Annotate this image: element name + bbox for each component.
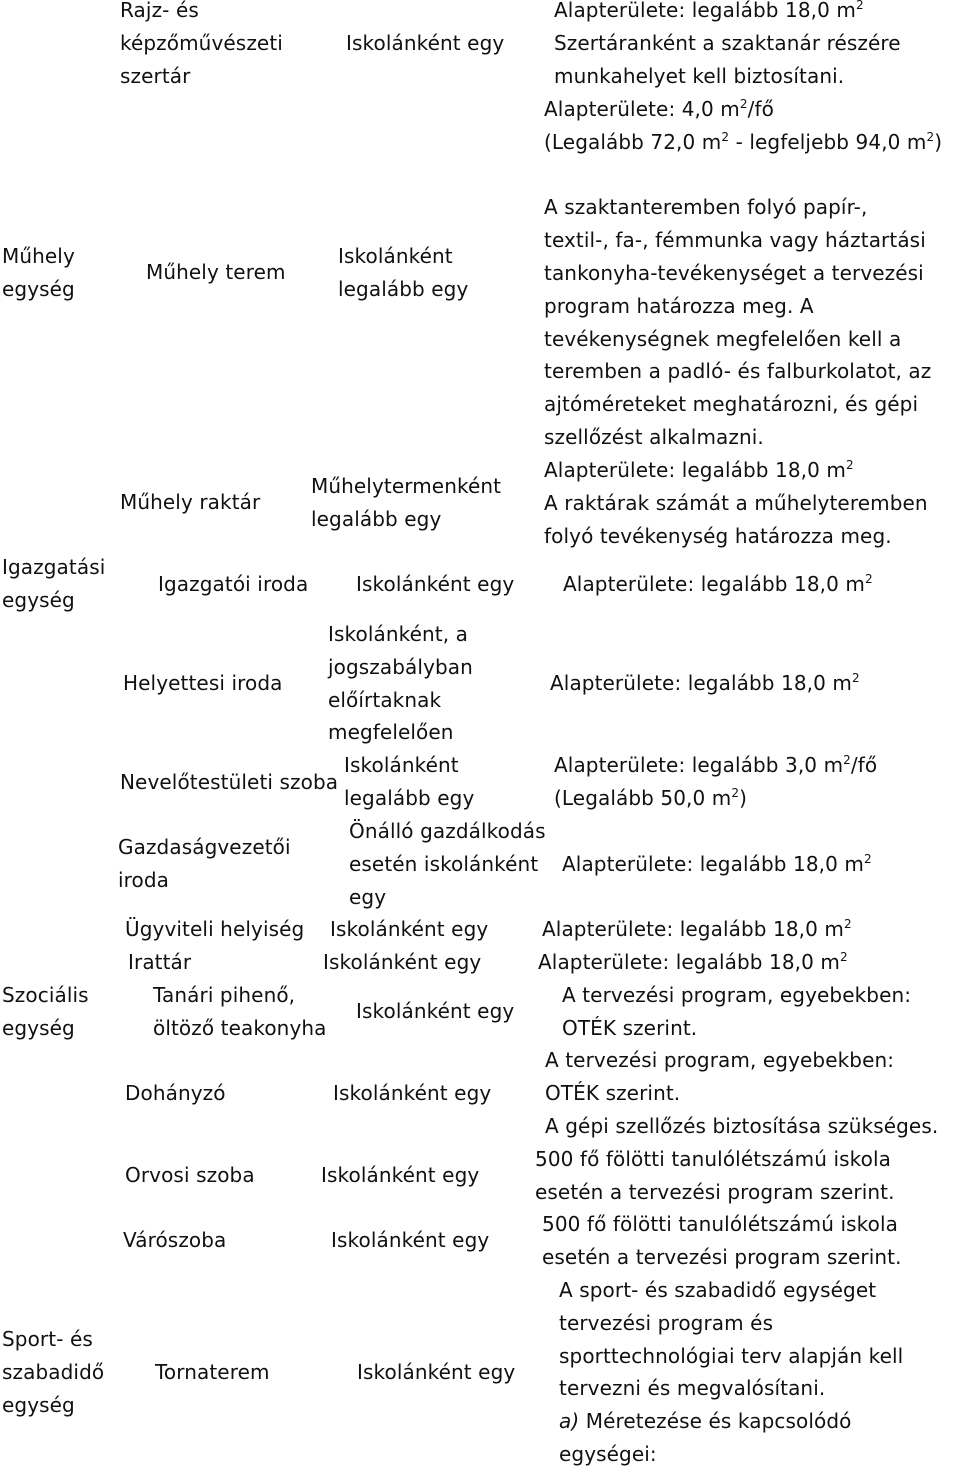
quantity-muhely-raktar: Műhelytermenként legalább egy — [311, 474, 502, 531]
requirement-muhely-terem: Alapterülete: 4,0 $m^2/fő$ (Legalább 72,0 $m^2$ - legfeljebb 94,0 $m^2$) A szaktanteremben folyó papír-, textil-, fa-, fémmunka vagy háztartási tankonyha-tevékenységet a tervezési program határozza meg. A tevékenységnek megfelelően kell a teremben a padló- és falburkolatot, az ajtóméreteket meghatározni, és gépi szellőzést alkalmazni. — [544, 97, 943, 449]
requirement-nevelotestuleti: Alapterülete: legalább 3,0 $m^2/fő$ (Legalább 50,0 $m^2$) — [554, 753, 878, 810]
quantity-nevelotestuleti: Iskolánként legalább egy — [344, 753, 475, 810]
room-helyettesi: Helyettesi iroda — [123, 671, 283, 695]
requirement-dohanyzo: A tervezési program, egyebekben: OTÉK szerint. A gépi szellőzés biztosítása szükséges. — [545, 1048, 939, 1138]
quantity-tornaterem: Iskolánként egy — [357, 1360, 516, 1384]
room-muhely-raktar: Műhely raktár — [120, 490, 261, 514]
quantity-tanari: Iskolánként egy — [356, 999, 515, 1023]
quantity-helyettesi: Iskolánként, a jogszabályban előírtaknak megfelelően — [328, 622, 473, 745]
quantity-irattar: Iskolánként egy — [323, 950, 482, 974]
room-tornaterem: Tornaterem — [155, 1360, 270, 1384]
quantity-dohanyzo: Iskolánként egy — [333, 1081, 492, 1105]
category-igazgatasi: Igazgatási egység — [2, 555, 106, 612]
requirement-helyettesi: Alapterülete: legalább 18,0 $m^2$ — [550, 671, 860, 695]
quantity-ugyviteli: Iskolánként egy — [330, 917, 489, 941]
room-orvosi: Orvosi szoba — [125, 1163, 255, 1187]
room-dohanyzo: Dohányzó — [125, 1081, 226, 1105]
requirement-gazdasagvezetoi: Alapterülete: legalább 18,0 $m^2$ — [562, 852, 872, 876]
quantity-muhely-terem: Iskolánként legalább egy — [338, 244, 469, 301]
requirement-tanari: A tervezési program, egyebekben: OTÉK szerint. — [562, 983, 912, 1040]
room-varoszoba: Várószoba — [123, 1228, 227, 1252]
note-continuation: egységei: — [559, 1441, 657, 1466]
requirement-orvosi: 500 fő fölötti tanulólétszámú iskola esetén a tervezési program szerint. — [535, 1147, 895, 1204]
note-text: Méretezése és kapcsolódó — [585, 1409, 852, 1434]
requirement-varoszoba: 500 fő fölötti tanulólétszámú iskola esetén a tervezési program szerint. — [542, 1212, 902, 1269]
room-nevelotestuleti: Nevelőtestületi szoba — [120, 770, 339, 794]
category-muhely: Műhely egység — [2, 244, 75, 301]
requirement-tornaterem: A sport- és szabadidő egységet tervezési program és sporttechnológiai terv alapján kell tervezni és megvalósítani. a) Méretezése és kapcsolódó egységei: — [559, 1274, 903, 1471]
requirement-igazgatoi: Alapterülete: legalább 18,0 $m^2$ — [563, 572, 873, 596]
room-muhely-terem: Műhely terem — [146, 260, 286, 284]
quantity-orvosi: Iskolánként egy — [321, 1163, 480, 1187]
requirement-ugyviteli: Alapterülete: legalább 18,0 $m^2$ — [542, 917, 852, 941]
requirement-rajz: Alapterülete: legalább 18,0 $m^2$ Szertáranként a szaktanár részére munkahelyet kell biztosítani. — [554, 0, 901, 88]
quantity-rajz: Iskolánként egy — [346, 31, 505, 55]
note-label: a) — [559, 1409, 580, 1434]
requirement-irattar: Alapterülete: legalább 18,0 $m^2$ — [538, 950, 848, 974]
room-irattar: Irattár — [128, 950, 192, 974]
quantity-gazdasagvezetoi: Önálló gazdálkodás esetén iskolánként egy — [349, 819, 546, 909]
requirement-muhely-raktar: Alapterülete: legalább 18,0 $m^2$ A raktárak számát a műhelyteremben folyó tevékenység határozza meg. — [544, 458, 928, 548]
note-line — [559, 1405, 903, 1438]
quantity-varoszoba: Iskolánként egy — [331, 1228, 490, 1252]
category-sport: Sport- és szabadidő egység — [2, 1327, 105, 1417]
room-rajz: Rajz- és képzőművészeti szertár — [120, 0, 283, 88]
room-ugyviteli: Ügyviteli helyiség — [125, 917, 305, 941]
room-gazdasagvezetoi: Gazdaságvezetői iroda — [118, 835, 291, 892]
room-tanari: Tanári pihenő, öltöző teakonyha — [153, 983, 327, 1040]
quantity-igazgatoi: Iskolánként egy — [356, 572, 515, 596]
room-igazgatoi: Igazgatói iroda — [158, 572, 309, 596]
category-szocialis: Szociális egység — [2, 983, 89, 1040]
